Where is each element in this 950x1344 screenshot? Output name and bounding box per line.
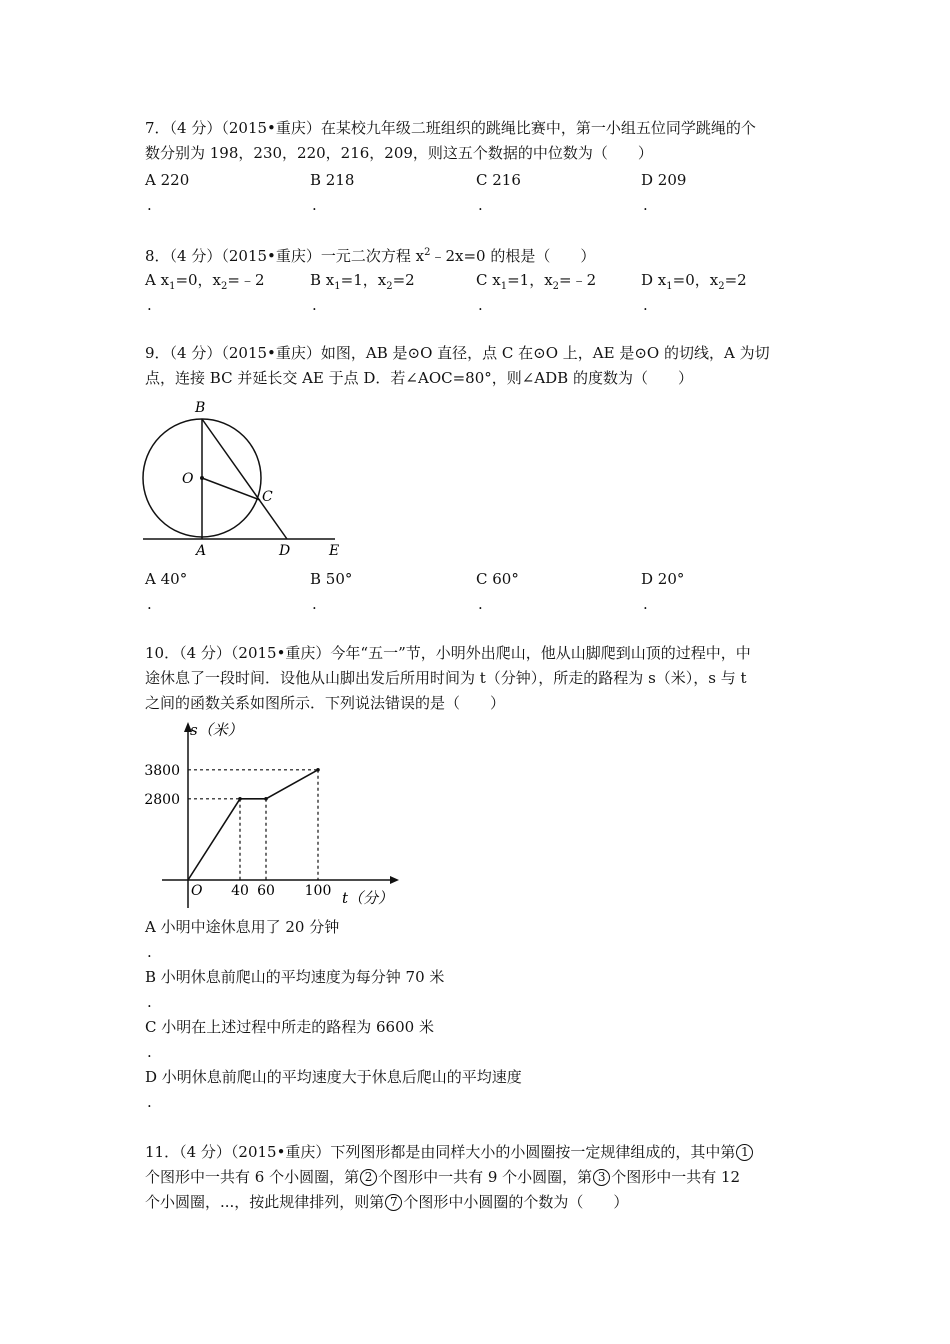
x-axis-label: t（分） xyxy=(342,889,394,907)
label-c: C xyxy=(262,489,273,505)
q7-option-a: A 220 xyxy=(145,171,190,189)
q8-stem: 8．（4 分）（2015•重庆）一元二次方程 $x^2﹣2x=0$ 的根是（ ） xyxy=(145,247,596,265)
q8-option-c: C $x_1=1$，$x_2=﹣2$ xyxy=(476,271,597,292)
label-d: D xyxy=(279,543,291,559)
origin-label: O xyxy=(191,883,203,899)
q11-stem-line1: 11．（4 分）（2015•重庆）下列图形都是由同样大小的小圆圈按一定规律组成的，其中第 1 xyxy=(145,1142,754,1162)
q11-stem-line3: 个小圆圈，...，按此规律排列，则第 7 个图形中小圆圈的个数为（ ） xyxy=(145,1193,629,1211)
data-point-40 xyxy=(238,797,242,801)
q10-distance-time-chart xyxy=(140,713,410,913)
x-axis-arrow xyxy=(390,876,399,884)
q9-dot-d: . xyxy=(643,595,648,613)
q10-option-b: B 小明休息前爬山的平均速度为每分钟 70 米 xyxy=(145,968,445,986)
q9-stem-line2: 点，连接 BC 并延长交 AE 于点 D．若∠AOC=80°，则∠ADB 的度数为（ ） xyxy=(145,369,693,387)
q9-geometry-figure xyxy=(140,395,350,565)
q7-dot-c: . xyxy=(478,196,483,214)
q9-dot-b: . xyxy=(312,595,317,613)
data-point-60 xyxy=(264,797,268,801)
q9-dot-a: . xyxy=(147,595,152,613)
q10-dot-a: . xyxy=(147,943,152,961)
q7-stem-line1: 7．（4 分）（2015•重庆）在某校九年级二班组织的跳绳比赛中，第一小组五位同学跳绳的个 xyxy=(145,119,756,137)
q9-option-a: A 40° xyxy=(145,570,188,588)
q8-dot-b: . xyxy=(312,296,317,314)
series-line xyxy=(188,770,318,880)
q9-option-b: B 50° xyxy=(310,570,353,588)
y-tick-2800: 2800 xyxy=(144,791,180,808)
label-o: O xyxy=(182,471,194,487)
q8-option-d: D $x_1=0$，$x_2=2$ xyxy=(641,271,747,292)
q10-dot-d: . xyxy=(147,1093,152,1111)
q8-dot-d: . xyxy=(643,296,648,314)
center-point-o xyxy=(200,476,204,480)
q8-dot-c: . xyxy=(478,296,483,314)
q10-dot-c: . xyxy=(147,1043,152,1061)
circled-number-2: 2 xyxy=(360,1169,377,1186)
q9-option-d: D 20° xyxy=(641,570,685,588)
q7-dot-d: . xyxy=(643,196,648,214)
q10-stem-line1: 10．（4 分）（2015•重庆）今年“五一”节，小明外出爬山，他从山脚爬到山顶的过程中，中 xyxy=(145,644,751,662)
x-tick-60: 60 xyxy=(257,883,275,899)
x-tick-40: 40 xyxy=(231,883,249,899)
circled-number-1: 1 xyxy=(736,1144,753,1161)
label-e: E xyxy=(329,543,340,559)
data-point-100 xyxy=(316,768,320,772)
q7-dot-a: . xyxy=(147,196,152,214)
x-tick-100: 100 xyxy=(304,883,332,899)
label-a: A xyxy=(196,543,207,559)
circled-number-3: 3 xyxy=(593,1169,610,1186)
y-tick-3800: 3800 xyxy=(144,762,180,779)
q7-stem-line2: 数分别为 198，230，220，216，209，则这五个数据的中位数为（ ） xyxy=(145,144,653,162)
q10-option-a: A 小明中途休息用了 20 分钟 xyxy=(145,918,340,936)
y-axis-label: s（米） xyxy=(190,721,243,739)
q7-option-d: D 209 xyxy=(641,171,687,189)
q8-option-a: A $x_1=0$，$x_2=﹣2$ xyxy=(145,271,265,292)
q9-dot-c: . xyxy=(478,595,483,613)
q10-stem-line2: 途休息了一段时间．设他从山脚出发后所用时间为 t（分钟），所走的路程为 s（米），s 与 t xyxy=(145,669,747,687)
q10-stem-line3: 之间的函数关系如图所示．下列说法错误的是（ ） xyxy=(145,694,506,712)
circled-number-7: 7 xyxy=(385,1194,402,1211)
q8-option-b: B $x_1=1$，$x_2=2$ xyxy=(310,271,415,292)
q7-dot-b: . xyxy=(312,196,317,214)
q9-option-c: C 60° xyxy=(476,570,519,588)
q11-stem-line2: 个图形中一共有 6 个小圆圈，第 2 个图形中一共有 9 个小圆圈，第 3 个图形中一共有 12 xyxy=(145,1168,741,1186)
q7-option-b: B 218 xyxy=(310,171,355,189)
q10-dot-b: . xyxy=(147,993,152,1011)
q7-option-c: C 216 xyxy=(476,171,521,189)
label-b: B xyxy=(195,400,206,416)
q8-dot-a: . xyxy=(147,296,152,314)
q9-stem-line1: 9．（4 分）（2015•重庆）如图，AB 是⊙O 直径，点 C 在⊙O 上，AE 是⊙O 的切线，A 为切 xyxy=(145,344,770,362)
q10-option-c: C 小明在上述过程中所走的路程为 6600 米 xyxy=(145,1018,434,1036)
q10-option-d: D 小明休息前爬山的平均速度大于休息后爬山的平均速度 xyxy=(145,1068,522,1086)
